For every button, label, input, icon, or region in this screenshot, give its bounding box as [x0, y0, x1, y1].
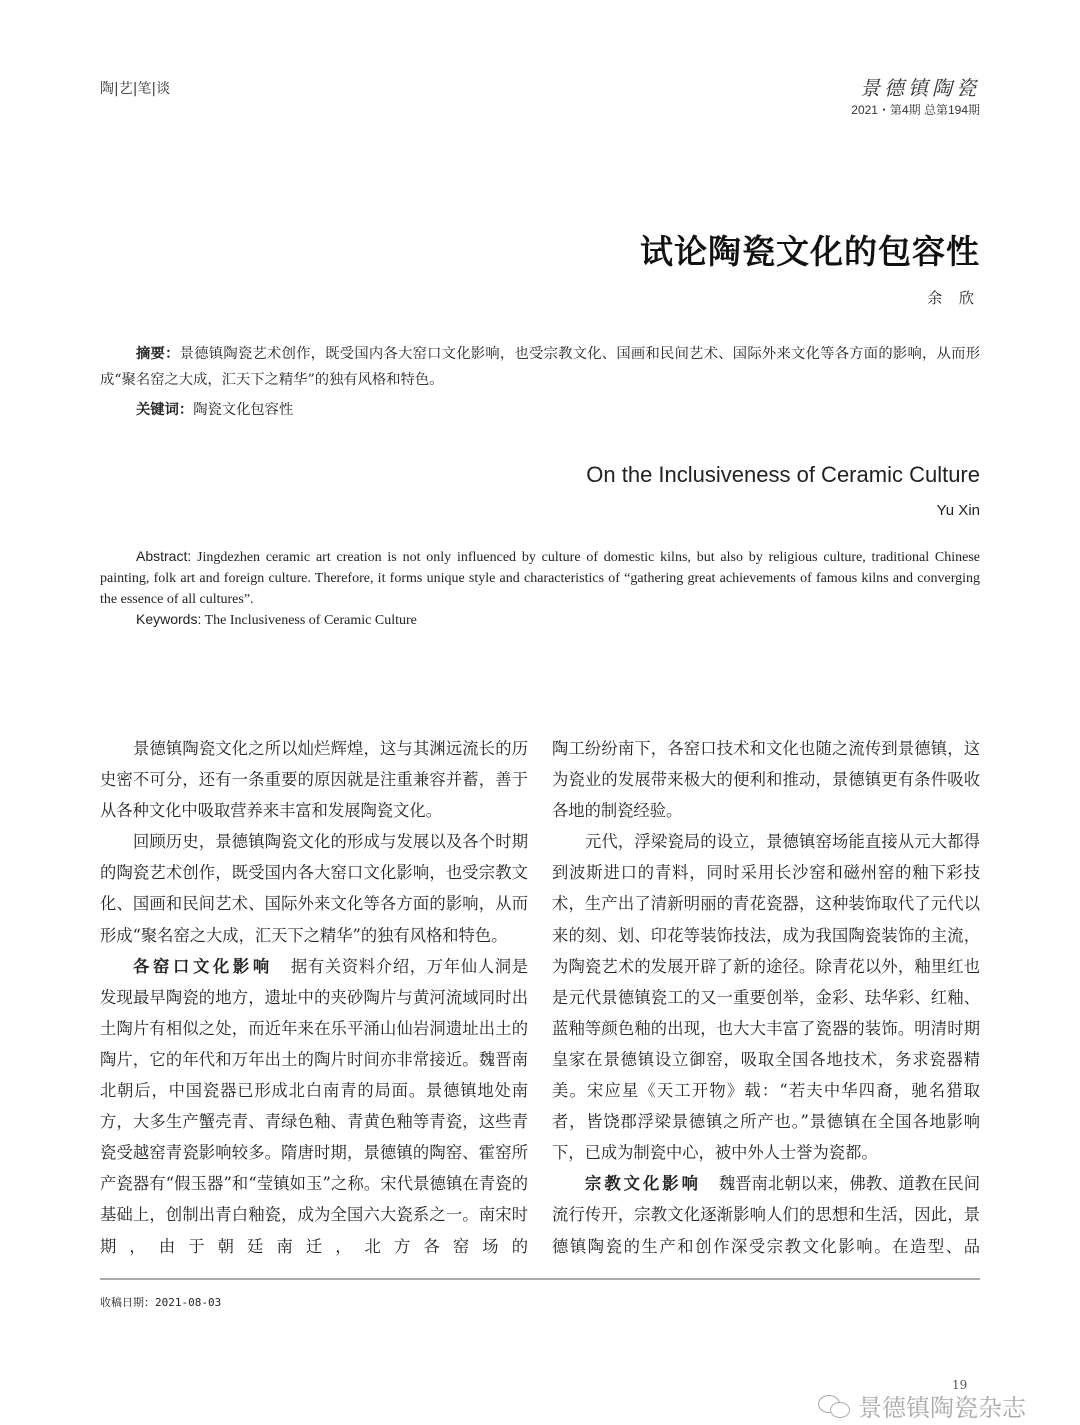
section-heading: 各窑口文化影响	[133, 956, 273, 976]
body-column-left	[100, 733, 528, 1262]
paragraph	[100, 951, 528, 1262]
issue-info: 2021・第4期 总第194期	[851, 103, 980, 117]
keywords-label: 关键词：	[136, 402, 194, 418]
paragraph-text: 据有关资料介绍，万年仙人洞是发现最早陶瓷的地方，遗址中的夹砂陶片与黄河流域同时出土陶片有相似之处，而近年来在乐平涌山仙岩洞遗址出土的陶片，它的年代和万年出土的陶片时间亦非常接近。魏晋南北朝后，中国瓷器已形成北白南青的局面。景德镇地处南方，大多生产蟹壳青、青绿色釉、青黄色釉等青瓷，这些青瓷受越窑青瓷影响较多。隋唐时期，景德镇的陶窑、霍窑所产瓷器有“假玉器”和“莹镇如玉”之称。宋代景德镇在青瓷的基础上，创制出青白釉瓷，成为全国六大瓷系之一。南宋时期，由于朝廷南迁，北方各窑场的	[100, 956, 528, 1256]
paragraph-text: 魏晋南北朝以来，佛教、道教在民间流行传开，宗教文化逐渐影响人们的思想和生活，因此，景德镇陶瓷的生产和创作深受宗教文化影响。在造型、品	[552, 1174, 980, 1256]
author: 余 欣	[927, 289, 980, 307]
english-keywords-text: The Inclusiveness of Ceramic Culture	[201, 613, 417, 628]
paragraph: 陶工纷纷南下，各窑口技术和文化也随之流传到景德镇，这为瓷业的发展带来极大的便利和推动，景德镇更有条件吸收各地的制瓷经验。	[552, 739, 980, 821]
watermark-text: 景德镇陶瓷杂志	[858, 1394, 1026, 1422]
english-abstract-text: Jingdezhen ceramic art creation is not only influenced by culture of domestic kilns, but also by religious culture, traditional Chinese painting, folk art and foreign culture. Therefore, it forms unique style and characteristics of “gathering great achievements of famous kilns and converging the essence of all cultures”.	[100, 550, 980, 607]
received-date: 收稿日期：2021-08-03	[100, 1296, 222, 1309]
footer-divider	[100, 1278, 980, 1280]
abstract	[100, 341, 980, 393]
wechat-icon	[818, 1393, 852, 1419]
paragraph: 回顾历史，景德镇陶瓷文化的形成与发展以及各个时期的陶瓷艺术创作，既受国内各大窑口文化影响，也受宗教文化、国画和民间艺术、国际外来文化等各方面的影响，从而形成“聚名窑之大成，汇天下之精华”的独有风格和特色。	[100, 832, 528, 945]
page-number: 19	[952, 1378, 968, 1392]
english-keywords	[136, 611, 417, 629]
english-title: On the Inclusiveness of Ceramic Culture	[586, 462, 980, 487]
section-label: 陶|艺|笔|谈	[100, 81, 171, 97]
section-heading: 宗教文化影响	[585, 1174, 701, 1194]
paragraph	[552, 1168, 980, 1261]
keywords	[136, 399, 293, 419]
english-author: Yu Xin	[936, 502, 980, 519]
abstract-label: 摘要：	[136, 346, 180, 362]
paragraph: 元代，浮梁瓷局的设立，景德镇窑场能直接从元大都得到波斯进口的青料，同时采用长沙窑和磁州窑的釉下彩技术，生产出了清新明丽的青花瓷器，这种装饰取代了元代以来的刻、划、印花等装饰技法，成为我国陶瓷装饰的主流，为陶瓷艺术的发展开辟了新的途径。除青花以外，釉里红也是元代景德镇瓷工的又一重要创举，金彩、珐华彩、红釉、蓝釉等颜色釉的出现，也大大丰富了瓷器的装饰。明清时期皇家在景德镇设立御窑，吸取全国各地技术，务求瓷器精美。宋应星《天工开物》载：“若夫中华四裔，驰名猎取者，皆饶郡浮梁景德镇之所产也。”景德镇在全国各地影响下，已成为制瓷中心，被中外人士誉为瓷都。	[552, 832, 980, 1163]
english-abstract-label: Abstract:	[136, 548, 192, 564]
paragraph: 景德镇陶瓷文化之所以灿烂辉煌，这与其渊远流长的历史密不可分，还有一条重要的原因就是注重兼容并蓄，善于从各种文化中吸取营养来丰富和发展陶瓷文化。	[100, 739, 528, 821]
journal-logo: 景德镇陶瓷	[860, 76, 980, 100]
english-keywords-label: Keywords:	[136, 611, 202, 627]
keywords-text: 陶瓷文化包容性	[193, 402, 294, 418]
watermark	[818, 1388, 1026, 1423]
english-abstract	[100, 546, 980, 610]
body-column-right	[552, 733, 980, 1262]
article-title: 试论陶瓷文化的包容性	[640, 232, 980, 271]
abstract-text: 景德镇陶瓷艺术创作，既受国内各大窑口文化影响，也受宗教文化、国画和民间艺术、国际外来文化等各方面的影响，从而形成“聚名窑之大成，汇天下之精华”的独有风格和特色。	[100, 346, 980, 388]
